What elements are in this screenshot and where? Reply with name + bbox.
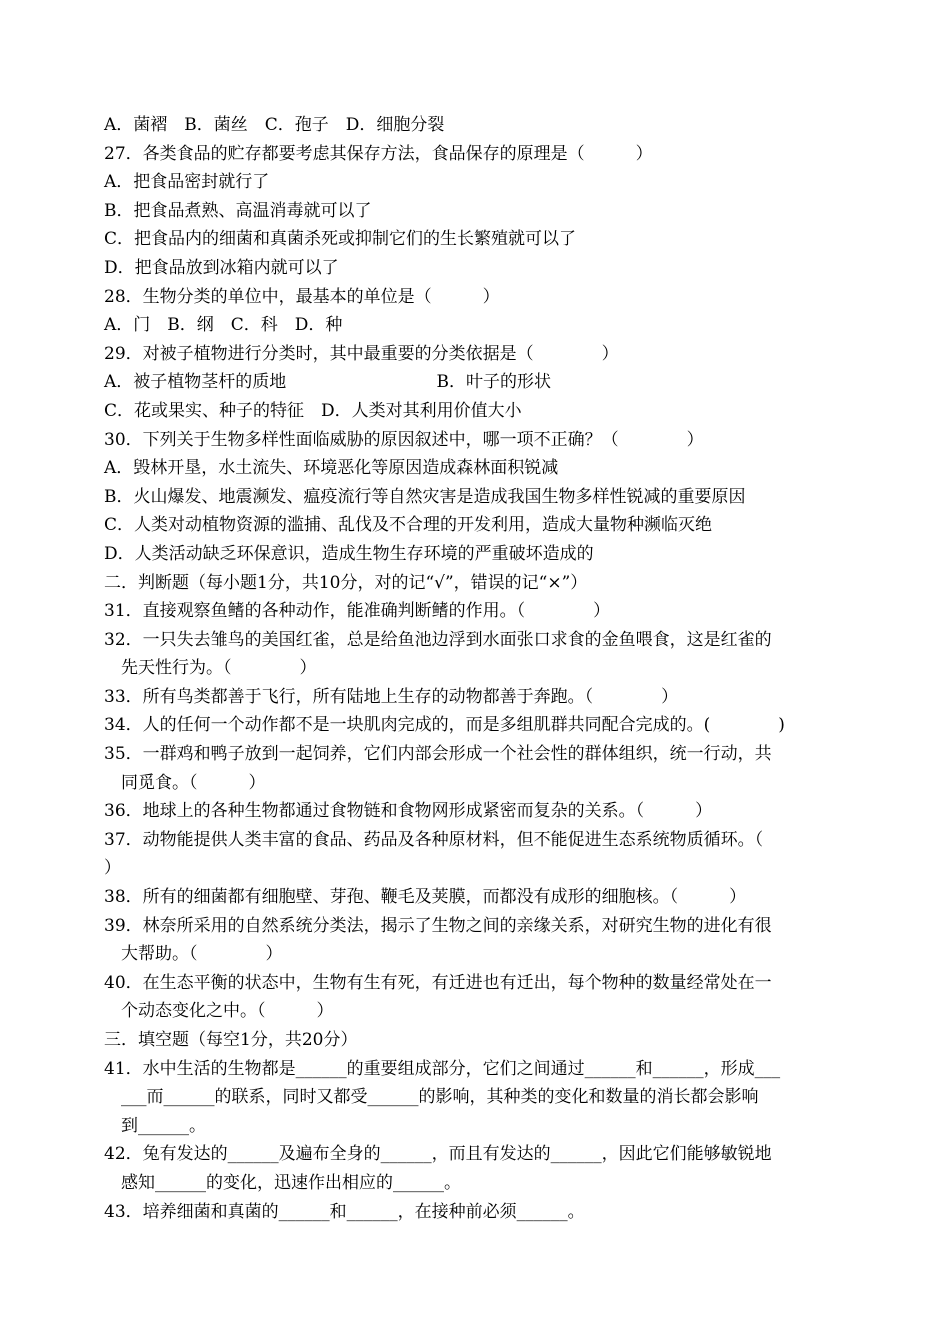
q27-option-d: D．把食品放到冰箱内就可以了 [104,257,339,278]
q27-stem: 27．各类食品的贮存都要考虑其保存方法，食品保存的原理是（ ） [104,143,653,164]
q32-line-2: 先天性行为。（ ） [121,658,317,679]
q30-option-c: C．人类对动植物资源的滥捕、乱伐及不合理的开发利用，造成大量物种濒临灭绝 [104,515,713,536]
q39-line-1: 39．林奈所采用的自然系统分类法，揭示了生物之间的亲缘关系，对研究生物的进化有很 [104,915,772,936]
q32-line-1: 32．一只失去雏鸟的美国红雀，总是给鱼池边浮到水面张口求食的金鱼喂食，这是红雀的 [104,629,772,650]
q27-option-a: A．把食品密封就行了 [104,172,270,193]
q27-option-c: C．把食品内的细菌和真菌杀死或抑制它们的生长繁殖就可以了 [104,229,577,250]
q29-stem: 29．对被子植物进行分类时，其中最重要的分类依据是（ ） [104,343,619,364]
q39-line-2: 大帮助。（ ） [121,944,283,965]
q43: 43．培养细菌和真菌的______和______，在接种前必须______。 [104,1201,585,1222]
q41-line-2: ___而______的联系，同时又都受______的影响，其种类的变化和数量的消长都会影响 [121,1087,759,1108]
q38: 38．所有的细菌都有细胞壁、芽孢、鞭毛及荚膜，而都没有成形的细胞核。（ ） [104,887,747,908]
q35-line-2: 同觅食。（ ） [121,772,266,793]
q30-option-b: B．火山爆发、地震濒发、瘟疫流行等自然灾害是造成我国生物多样性锐减的重要原因 [104,486,746,507]
q29-options-cd: C．花或果实、种子的特征 D．人类对其利用价值大小 [104,400,522,421]
document-page [104,111,849,1226]
q40-line-2: 个动态变化之中。（ ） [121,1001,334,1022]
q28-options: A．门 B．纲 C．科 D．种 [104,315,343,336]
section-3-heading: 三．填空题（每空1分，共20分） [104,1030,358,1050]
q30-option-a: A．毁林开垦，水土流失、环境恶化等原因造成森林面积锐减 [104,458,559,479]
q34: 34．人的任何一个动作都不是一块肌肉完成的，而是多组肌群共同配合完成的。( ) [104,715,785,736]
q31: 31．直接观察鱼鳍的各种动作，能准确判断鳍的作用。（ ） [104,601,611,622]
q42-line-2: 感知______的变化，迅速作出相应的______。 [121,1172,461,1193]
q42-line-1: 42．兔有发达的______及遍布全身的______，而且有发达的______，因此它们能够敏锐地 [104,1144,772,1165]
q28-stem: 28．生物分类的单位中，最基本的单位是（ ） [104,286,500,307]
q29-options-ab [104,368,849,397]
q41-line-3: 到______。 [121,1115,206,1136]
q35-line-1: 35．一群鸡和鸭子放到一起饲养，它们内部会形成一个社会性的群体组织，统一行动，共 [104,744,772,765]
q36: 36．地球上的各种生物都通过食物链和食物网形成紧密而复杂的关系。（ ） [104,801,713,822]
q29-option-a: A．被子植物茎杆的质地 [104,372,287,393]
q40-line-1: 40．在生态平衡的状态中，生物有生有死，有迁进也有迁出，每个物种的数量经常处在一 [104,972,772,993]
q37-line-1: 37．动物能提供人类丰富的食品、药品及各种原材料，但不能促进生态系统物质循环。（ [104,829,764,850]
q29-option-b: B．叶子的形状 [436,372,551,393]
q27-option-b: B．把食品煮熟、高温消毒就可以了 [104,200,372,221]
q33: 33．所有鸟类都善于飞行，所有陆地上生存的动物都善于奔跑。（ ） [104,686,679,707]
q37-line-2: ） [104,858,121,879]
q26-options: A．菌褶 B．菌丝 C．孢子 D．细胞分裂 [104,115,445,135]
section-2-heading: 二．判断题（每小题1分，共10分，对的记“√”，错误的记“×”） [104,572,588,593]
q30-stem: 30．下列关于生物多样性面临威胁的原因叙述中，哪一项不正确？（ ） [104,429,704,450]
q41-line-1: 41．水中生活的生物都是______的重要组成部分，它们之间通过______和______，形成___ [104,1058,781,1079]
q30-option-d: D．人类活动缺乏环保意识，造成生物生存环境的严重破坏造成的 [104,543,594,564]
